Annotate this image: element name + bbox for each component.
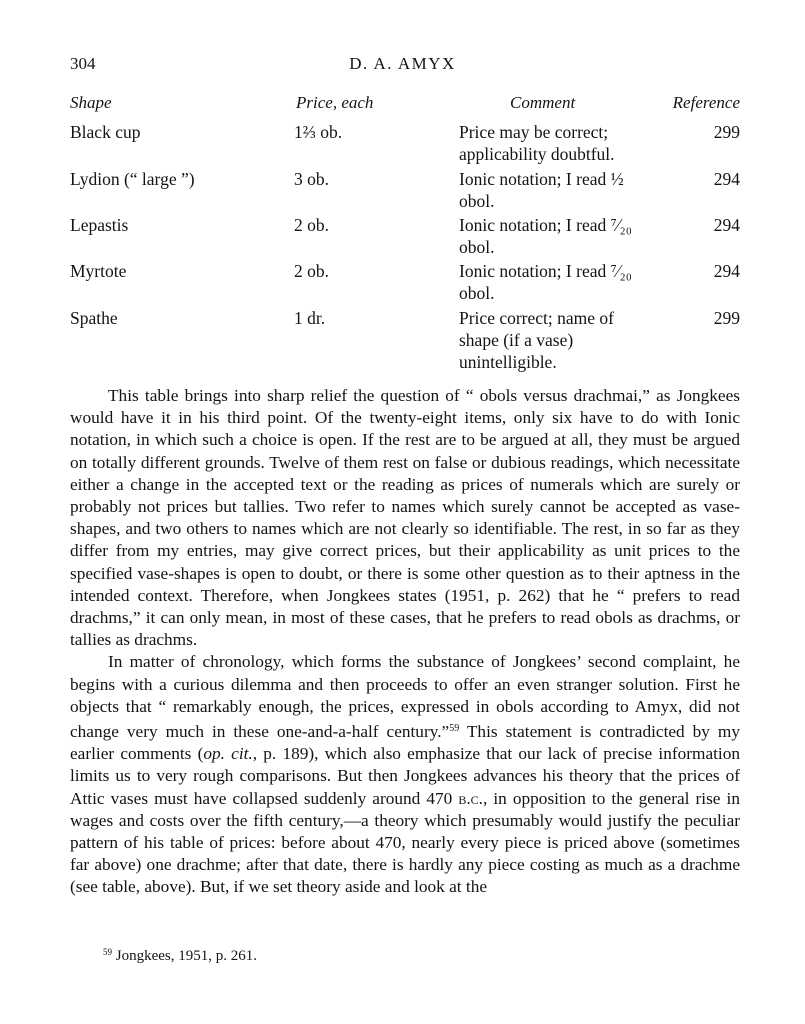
table-cell-price: 2 ob. [294, 261, 329, 281]
body-text [70, 385, 740, 899]
running-head-author: D. A. AMYX [349, 54, 456, 73]
paragraph-text: , in opposition to the general rise in wages and costs over the fifth century,—a theory which presumably would justify the peculiar pattern of his table of prices: before about 470, nearly every piece is priced above (sometimes far above) one drachme; after that date, there is hardly any piece costing as much as a drachme (see table, above). But, if we set theory aside and look at the [70, 788, 740, 897]
table-cell-comment: Ionic notation; I read ⁷⁄₂₀ obol. [459, 215, 632, 257]
paragraph: This table brings into sharp relief the question of “ obols versus drachmai,” as Jongkees would have it in his third point. Of the twenty-eight items, only six have to do with Ionic notation, in which such a choice is open. If the rest are to be argued at all, they must be argued on totally different grounds. Twelve of them rest on false or dubious readings, which necessitate either a change in the accepted text or the reading as prices of numerals which are surely or probably not prices but tallies. Two refer to names which surely cannot be accepted as vase-shapes, and two others to names which are not clearly so identifiable. The rest, in so far as they differ from my entries, may give correct prices, but their applicability as unit prices to the specified vase-shapes is open to doubt, or there is some other question as to their aptness in the intended context. Therefore, when Jongkees states (1951, p. 262) that he “ prefers to read drachms,” it can only mean, in most of these cases, that he prefers to read obols as drachms, or tallies as drachms. [70, 386, 740, 650]
table-cell-reference: 294 [713, 215, 740, 235]
table-cell-price: 3 ob. [294, 169, 329, 189]
table-cell-price: 1 dr. [294, 308, 326, 328]
table-cell-comment: Ionic notation; I read ⁷⁄₂₀ obol. [459, 261, 632, 303]
paragraph-text: In matter of chronology, which forms the substance of Jongkees’ second complaint, he begins with a curious dilemma and then proceeds to offer an even stranger solution. First he objects that “ remarkably enough, the prices, expressed in obols according to Amyx, did not change very much in these one-and-a-half century.” [70, 652, 740, 742]
table-cell-reference: 294 [713, 169, 740, 189]
footnote-number: 59 [103, 947, 112, 957]
column-header-reference: Reference [672, 93, 740, 112]
table-cell-reference: 299 [713, 122, 740, 142]
table-cell-comment: Price correct; name of shape (if a vase) unintelligible. [459, 308, 614, 372]
page-number: 304 [70, 54, 96, 73]
table-cell-comment: Price may be correct; applicability doubtful. [459, 122, 615, 164]
citation: op. cit. [203, 744, 253, 764]
column-header-price: Price, each [296, 93, 374, 112]
column-header-shape: Shape [70, 93, 112, 112]
paragraph-text: , p. 189), which also emphasize that our lack of precise information limits us to very rough comparisons. But then Jongkees advances his theory that the prices of Attic vases must have collapsed suddenly around 470 [70, 744, 740, 808]
table-cell-shape: Black cup [70, 122, 141, 142]
table-cell-shape: Myrtote [70, 261, 127, 281]
era-abbreviation: b.c. [458, 788, 483, 808]
paragraph [70, 651, 740, 898]
footnote-reference: 59 [449, 723, 460, 735]
table-cell-reference: 299 [713, 308, 740, 328]
footnote [103, 947, 257, 965]
table-cell-reference: 294 [713, 261, 740, 281]
paragraph-text: This statement is contradicted by my earlier comments ( [70, 722, 740, 764]
footnote-text: Jongkees, 1951, p. 261. [112, 948, 257, 964]
table-cell-shape: Lydion (“ large ”) [70, 169, 195, 189]
table-cell-shape: Lepastis [70, 215, 129, 235]
column-header-comment: Comment [510, 93, 576, 112]
table-cell-price: 1⅔ ob. [294, 122, 343, 142]
table-cell-price: 2 ob. [294, 215, 329, 235]
table-cell-comment: Ionic notation; I read ½ obol. [459, 169, 624, 211]
table-cell-shape: Spathe [70, 308, 118, 328]
